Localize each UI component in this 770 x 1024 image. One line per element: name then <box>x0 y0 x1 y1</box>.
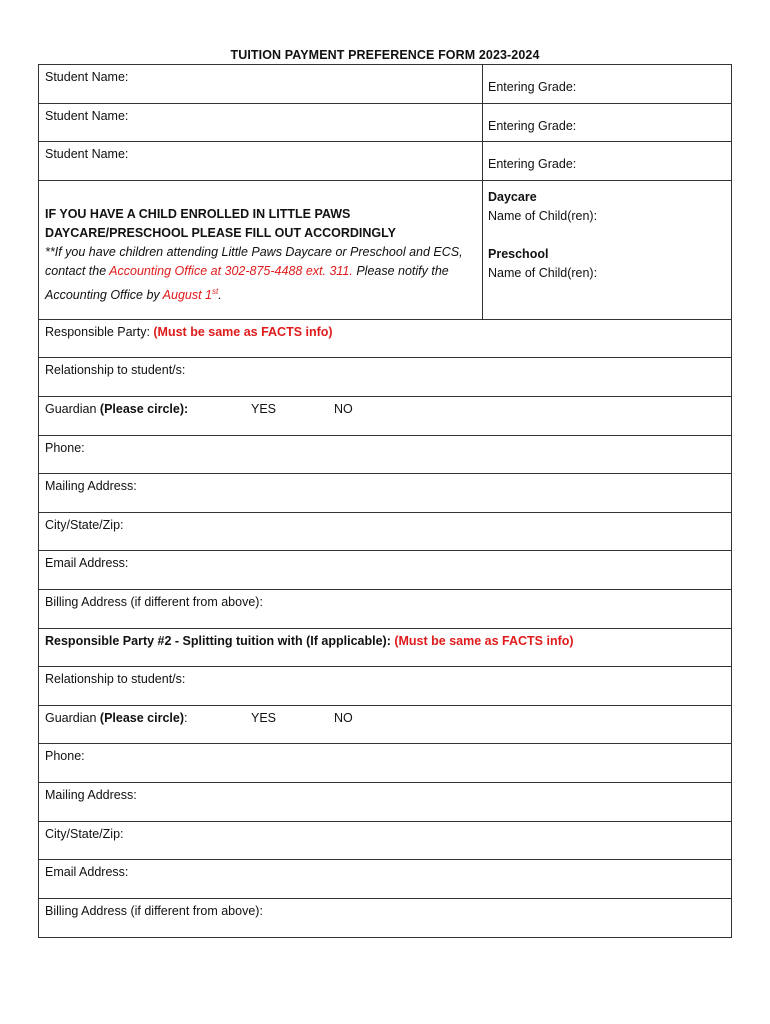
guardian-row <box>39 397 731 436</box>
little-paws-children <box>488 188 597 283</box>
guardian-yes-option[interactable]: YES <box>251 401 277 416</box>
deadline-date-text: August 1 <box>162 287 212 302</box>
guardian-label <box>45 711 187 725</box>
student-row-3 <box>39 142 731 181</box>
little-paws-note <box>45 243 477 305</box>
mailing-address-label: Mailing Address: <box>45 787 137 802</box>
phone-label: Phone: <box>45 749 85 764</box>
city-state-zip-label: City/State/Zip: <box>45 517 124 532</box>
preschool-children-field[interactable]: Name of Child(ren): <box>488 265 598 280</box>
relationship-row[interactable] <box>39 358 731 397</box>
relationship-2-row[interactable] <box>39 667 731 706</box>
column-divider <box>482 104 483 142</box>
billing-address-row[interactable] <box>39 590 731 629</box>
guardian-label <box>45 402 188 416</box>
accounting-office-contact: Accounting Office at 302-875-4488 ext. 311. <box>109 264 353 279</box>
note-end: . <box>218 287 222 302</box>
student-row-2 <box>39 104 731 143</box>
column-divider <box>482 181 483 319</box>
guardian-text: Guardian <box>45 710 100 725</box>
relationship-label: Relationship to student/s: <box>45 363 186 378</box>
phone-label: Phone: <box>45 440 85 455</box>
note-text-1: **If you have children attending Little Paws Daycare or Preschool and ECS, contact the <box>45 245 463 279</box>
little-paws-heading-line1: IF YOU HAVE A CHILD ENROLLED IN LITTLE PAWS <box>45 206 351 221</box>
billing-address-2-row[interactable] <box>39 899 731 938</box>
guardian-circle-instruction: (Please circle): <box>99 401 189 416</box>
column-divider <box>482 65 483 103</box>
daycare-label: Daycare <box>488 189 537 204</box>
responsible-party-2-label <box>45 634 574 648</box>
student-name-label[interactable]: Student Name: <box>45 108 129 123</box>
entering-grade-label[interactable]: Entering Grade: <box>488 157 577 172</box>
guardian-circle-instruction: (Please circle) <box>99 710 184 725</box>
responsible-party-label <box>45 325 333 339</box>
facts-note: (Must be same as FACTS info) <box>153 324 333 339</box>
responsible-party-text: Responsible Party: <box>45 324 154 339</box>
preschool-label: Preschool <box>488 246 549 261</box>
responsible-party-2-row[interactable] <box>39 629 731 668</box>
billing-address-label: Billing Address (if different from above): <box>45 903 263 918</box>
little-paws-section <box>39 181 731 320</box>
form-title: TUITION PAYMENT PREFERENCE FORM 2023-2024 <box>230 48 540 62</box>
guardian-2-row <box>39 706 731 745</box>
guardian-text: Guardian <box>45 401 100 416</box>
email-address-label: Email Address: <box>45 556 129 571</box>
responsible-party-row[interactable] <box>39 320 731 359</box>
entering-grade-label[interactable]: Entering Grade: <box>488 80 577 94</box>
email-address-row[interactable] <box>39 551 731 590</box>
billing-address-label: Billing Address (if different from above): <box>45 594 263 609</box>
city-state-zip-row[interactable] <box>39 513 731 552</box>
daycare-children-field[interactable]: Name of Child(ren): <box>488 208 598 223</box>
guardian-no-option[interactable]: NO <box>334 710 353 725</box>
responsible-party-2-text: Responsible Party #2 - Splitting tuition with (If applicable): <box>45 633 395 648</box>
facts-note: (Must be same as FACTS info) <box>394 633 574 648</box>
entering-grade-label[interactable]: Entering Grade: <box>488 118 577 133</box>
note-text-2: Please notify the Accounting Office by <box>45 264 449 302</box>
city-state-zip-label: City/State/Zip: <box>45 826 124 841</box>
deadline-date <box>162 286 222 302</box>
student-row-1 <box>39 65 731 104</box>
phone-row[interactable] <box>39 436 731 475</box>
mailing-address-label: Mailing Address: <box>45 479 137 494</box>
column-divider <box>482 142 483 180</box>
guardian-yes-option[interactable]: YES <box>251 710 277 725</box>
payment-form <box>38 64 732 938</box>
phone-2-row[interactable] <box>39 744 731 783</box>
little-paws-instructions <box>45 205 477 305</box>
guardian-colon: : <box>184 710 188 725</box>
student-name-label[interactable]: Student Name: <box>45 147 129 162</box>
mailing-address-2-row[interactable] <box>39 783 731 822</box>
student-name-label[interactable]: Student Name: <box>45 70 129 84</box>
email-address-label: Email Address: <box>45 865 129 880</box>
mailing-address-row[interactable] <box>39 474 731 513</box>
guardian-no-option[interactable]: NO <box>334 401 353 416</box>
little-paws-heading-line2: DAYCARE/PRESCHOOL PLEASE FILL OUT ACCORDINGLY <box>45 225 396 240</box>
deadline-date-suffix: st <box>212 286 219 296</box>
city-state-zip-2-row[interactable] <box>39 822 731 861</box>
email-address-2-row[interactable] <box>39 860 731 899</box>
relationship-label: Relationship to student/s: <box>45 672 186 687</box>
